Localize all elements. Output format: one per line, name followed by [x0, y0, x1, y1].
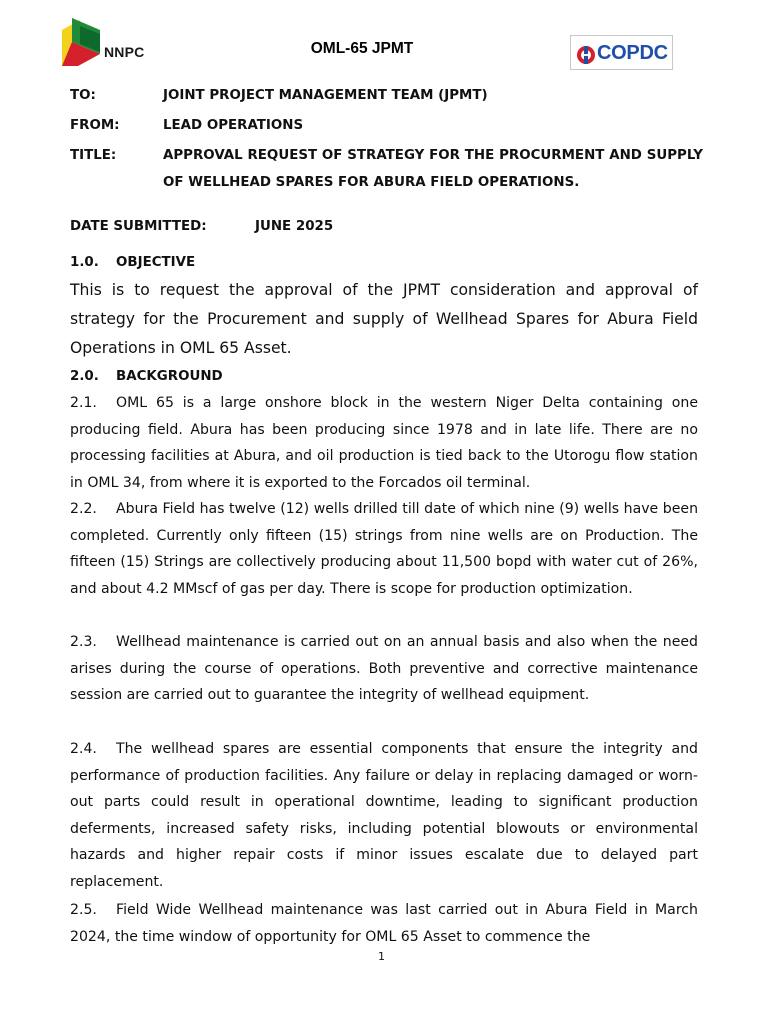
title-value: APPROVAL REQUEST OF STRATEGY FOR THE PROCURMENT AND SUPPLY OF WELLHEAD SPARES FOR ABURA FIELD OPERATIONS. [163, 148, 703, 190]
from-value: LEAD OPERATIONS [163, 118, 304, 133]
background-paragraph-2-5 [70, 897, 698, 950]
date-value: JUNE 2025 [255, 219, 334, 234]
paragraph-number: 2.3. [70, 634, 97, 650]
document-title: OML-65 JPMT [310, 40, 414, 57]
section-number: 2.0. [70, 369, 99, 384]
background-paragraph-2-4 [70, 736, 698, 895]
from-label: FROM: [70, 118, 120, 133]
copdc-emblem-icon [575, 44, 597, 66]
date-label: DATE SUBMITTED: [70, 219, 207, 234]
paragraph-text: The wellhead spares are essential components that ensure the integrity and performance of production facilities. Any failure or delay in replacing damaged or worn-out parts could result in operational downtime, leading to significant production deferments, increased safety risks, including potential blowouts or environmental hazards and higher repair costs if minor issues escalate due to delayed part replacement. [70, 741, 698, 890]
to-label: TO: [70, 88, 96, 103]
nnpc-logo-text: NNPC [104, 44, 145, 60]
paragraph-text: Abura Field has twelve (12) wells drilled till date of which nine (9) wells have been completed. Currently only fifteen (15) strings from nine wells are on Production. The fifteen (15) Strings are collectively producing about 11,500 bopd with water cut of 26%, and about 4.2 MMscf of gas per day. There is scope for production optimization. [70, 501, 698, 597]
section-title: BACKGROUND [116, 369, 223, 384]
copdc-logo-text: COPDC [597, 42, 668, 64]
to-value: JOINT PROJECT MANAGEMENT TEAM (JPMT) [163, 88, 488, 103]
paragraph-text: Wellhead maintenance is carried out on an annual basis and also when the need arises during the course of operations. Both preventive and corrective maintenance session are carried out to guarantee the integrity of wellhead equipment. [70, 634, 698, 703]
background-paragraph-2-1 [70, 390, 698, 496]
background-paragraph-2-2 [70, 496, 698, 602]
paragraph-number: 2.5. [70, 902, 97, 918]
paragraph-number: 2.2. [70, 501, 97, 517]
title-label: TITLE: [70, 148, 117, 163]
paragraph-number: 2.4. [70, 741, 97, 757]
section-title: OBJECTIVE [116, 255, 196, 270]
objective-paragraph: This is to request the approval of the JPMT consideration and approval of strategy for the Procurement and supply of Wellhead Spares for Abura Field Operations in OML 65 Asset. [70, 281, 698, 357]
section-number: 1.0. [70, 255, 99, 270]
paragraph-number: 2.1. [70, 395, 97, 411]
page-number: 1 [378, 950, 385, 963]
paragraph-text: OML 65 is a large onshore block in the western Niger Delta containing one producing field. Abura has been producing since 1978 and in late life. There are no processing facilities at Abura, and oil production is tied back to the Utorogu flow station in OML 34, from where it is exported to the Forcados oil terminal. [70, 395, 698, 491]
paragraph-text: Field Wide Wellhead maintenance was last carried out in Abura Field in March 2024, the time window of opportunity for OML 65 Asset to commence the [70, 902, 698, 945]
background-paragraph-2-3 [70, 629, 698, 709]
copdc-logo [570, 35, 673, 70]
